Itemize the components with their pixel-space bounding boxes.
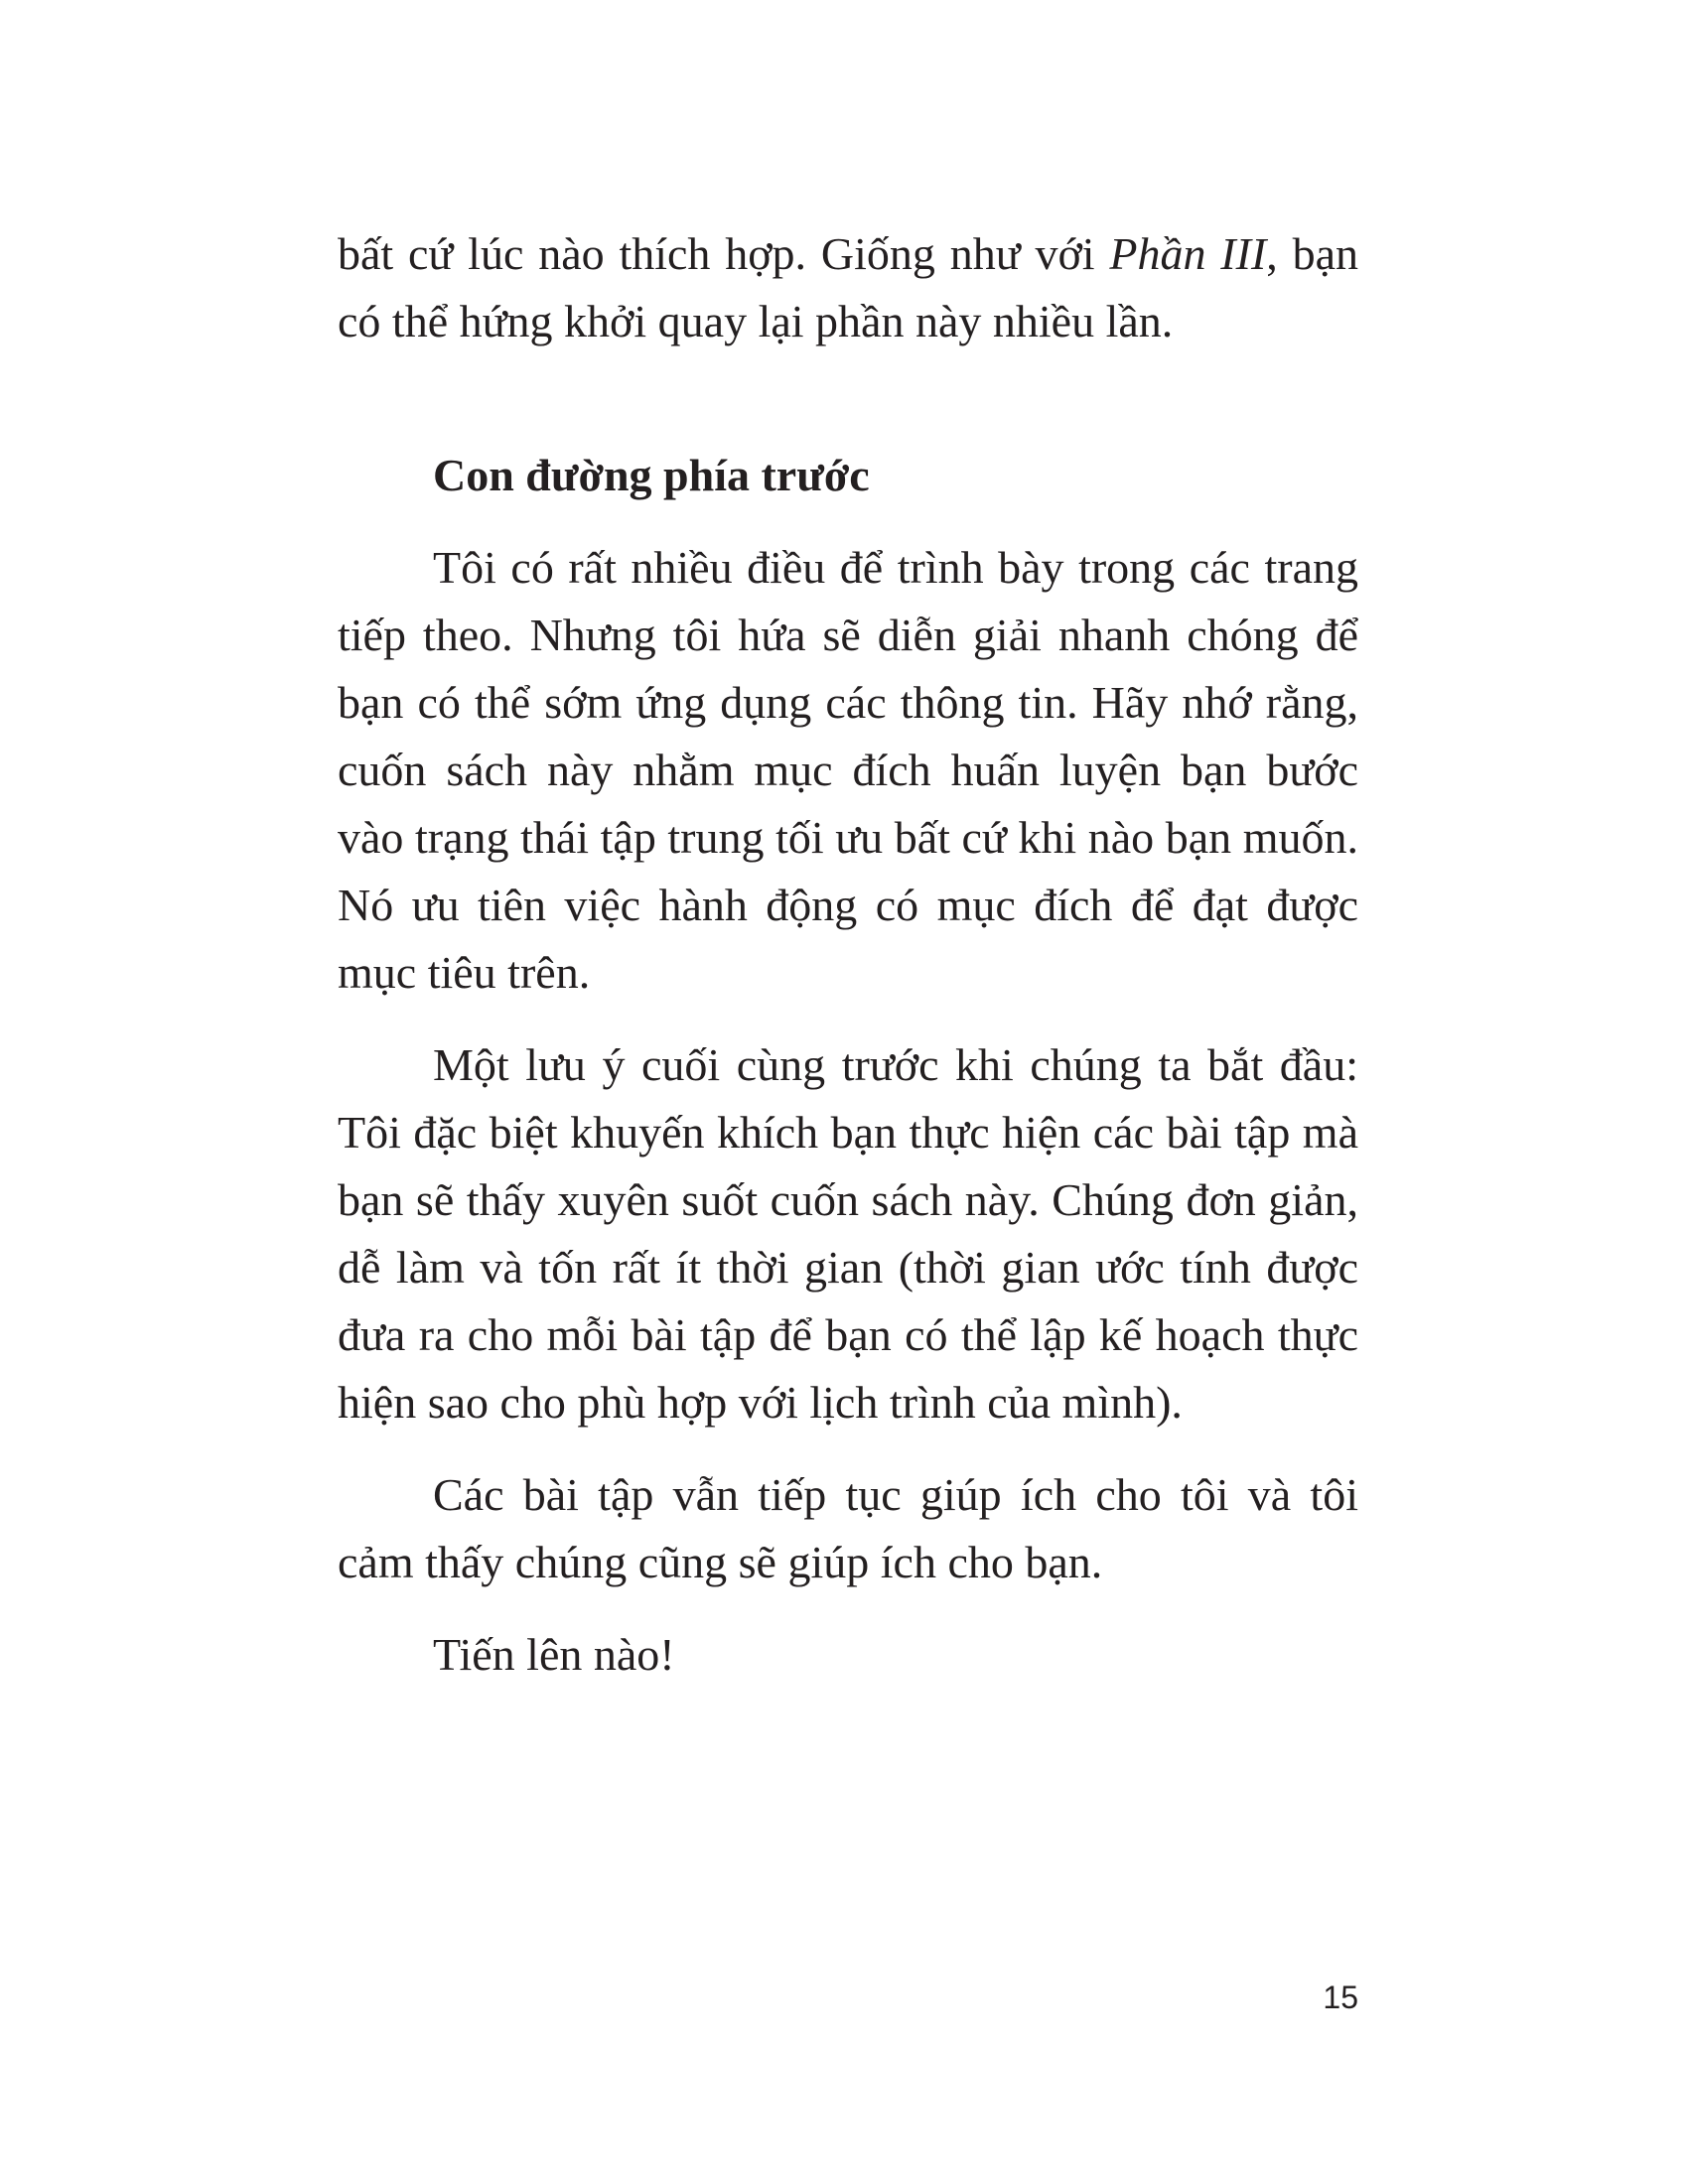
intro-italic-reference: Phần III xyxy=(1109,228,1267,279)
intro-text-after: , bạn có thể hứng khởi quay lại phần này nhiều lần. xyxy=(338,228,1359,346)
body-paragraph-2: Một lưu ý cuối cùng trước khi chúng ta bắt đầu: Tôi đặc biệt khuyến khích bạn thực hiện các bài tập mà bạn sẽ thấy xuyên suốt cuốn sách này. Chúng đơn giản, dễ làm và tốn rất ít thời gian (thời gian ước tính được đưa ra cho mỗi bài tập để bạn có thể lập kế hoạch thực hiện sao cho phù hợp với lịch trình của mình). xyxy=(338,1039,1358,1428)
page-body xyxy=(338,220,1358,1689)
section-heading: Con đường phía trước xyxy=(433,450,870,500)
intro-paragraph xyxy=(338,220,1358,355)
body-paragraph-4: Tiến lên nào! xyxy=(433,1629,675,1680)
page-number: 15 xyxy=(1323,1979,1358,2015)
body-paragraph-3: Các bài tập vẫn tiếp tục giúp ích cho tôi và tôi cảm thấy chúng cũng sẽ giúp ích cho bạn. xyxy=(338,1469,1358,1587)
intro-text-before: bất cứ lúc nào thích hợp. Giống như với xyxy=(338,228,1110,279)
body-paragraph-1: Tôi có rất nhiều điều để trình bày trong các trang tiếp theo. Nhưng tôi hứa sẽ diễn giải nhanh chóng để bạn có thể sớm ứng dụng các thông tin. Hãy nhớ rằng, cuốn sách này nhằm mục đích huấn luyện bạn bước vào trạng thái tập trung tối ưu bất cứ khi nào bạn muốn. Nó ưu tiên việc hành động có mục đích để đạt được mục tiêu trên. xyxy=(338,542,1358,998)
